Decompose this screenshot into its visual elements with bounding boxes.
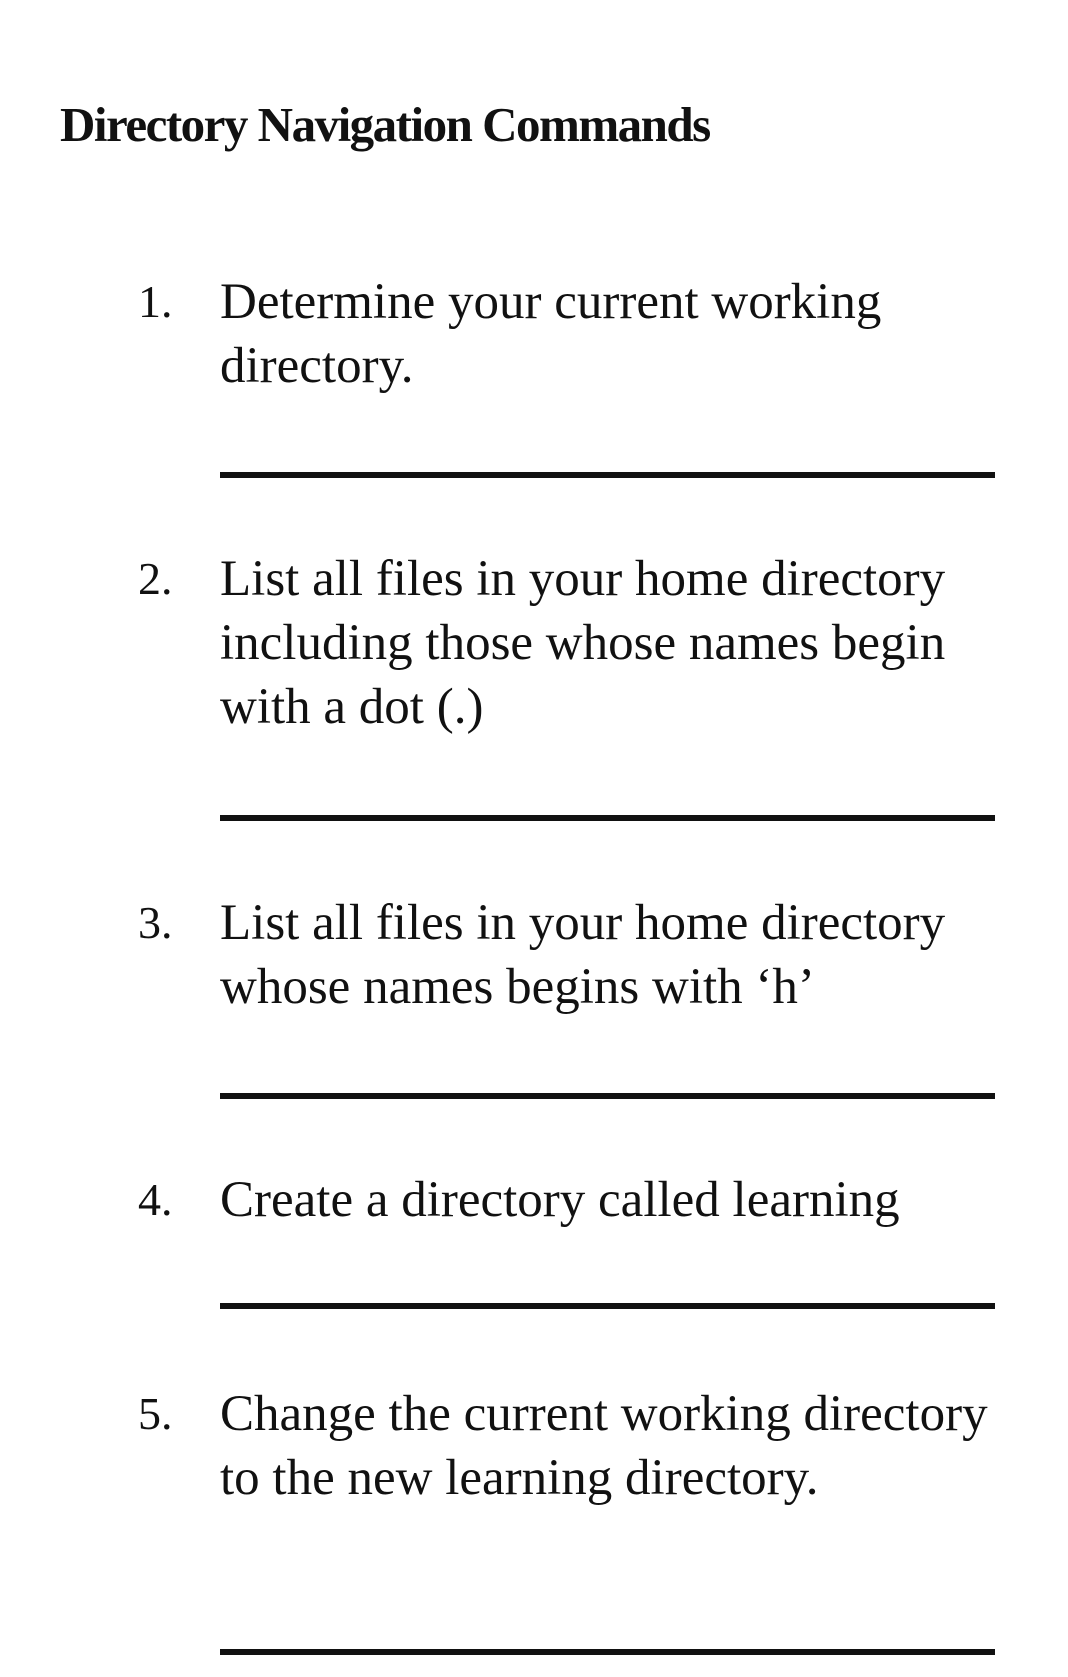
question-number: 1.	[138, 276, 173, 327]
question-number: 5.	[138, 1388, 173, 1439]
answer-line-5[interactable]	[220, 1649, 995, 1655]
question-number: 2.	[138, 553, 173, 604]
answer-line-3[interactable]	[220, 1093, 995, 1099]
page-title: Directory Navigation Commands	[60, 97, 710, 152]
question-text: Change the current working directory to the new learning directory.	[220, 1386, 988, 1506]
question-number: 4.	[138, 1174, 173, 1225]
question-number: 3.	[138, 897, 173, 948]
answer-line-1[interactable]	[220, 472, 995, 478]
question-text: List all files in your home directory including those whose names begin with a dot (.)	[220, 551, 946, 735]
question-text: Create a directory called learning	[220, 1172, 900, 1228]
answer-line-2[interactable]	[220, 815, 995, 821]
question-text: List all files in your home directory whose names begins with ‘h’	[220, 895, 946, 1015]
answer-line-4[interactable]	[220, 1303, 995, 1309]
question-text: Determine your current working directory.	[220, 274, 882, 394]
